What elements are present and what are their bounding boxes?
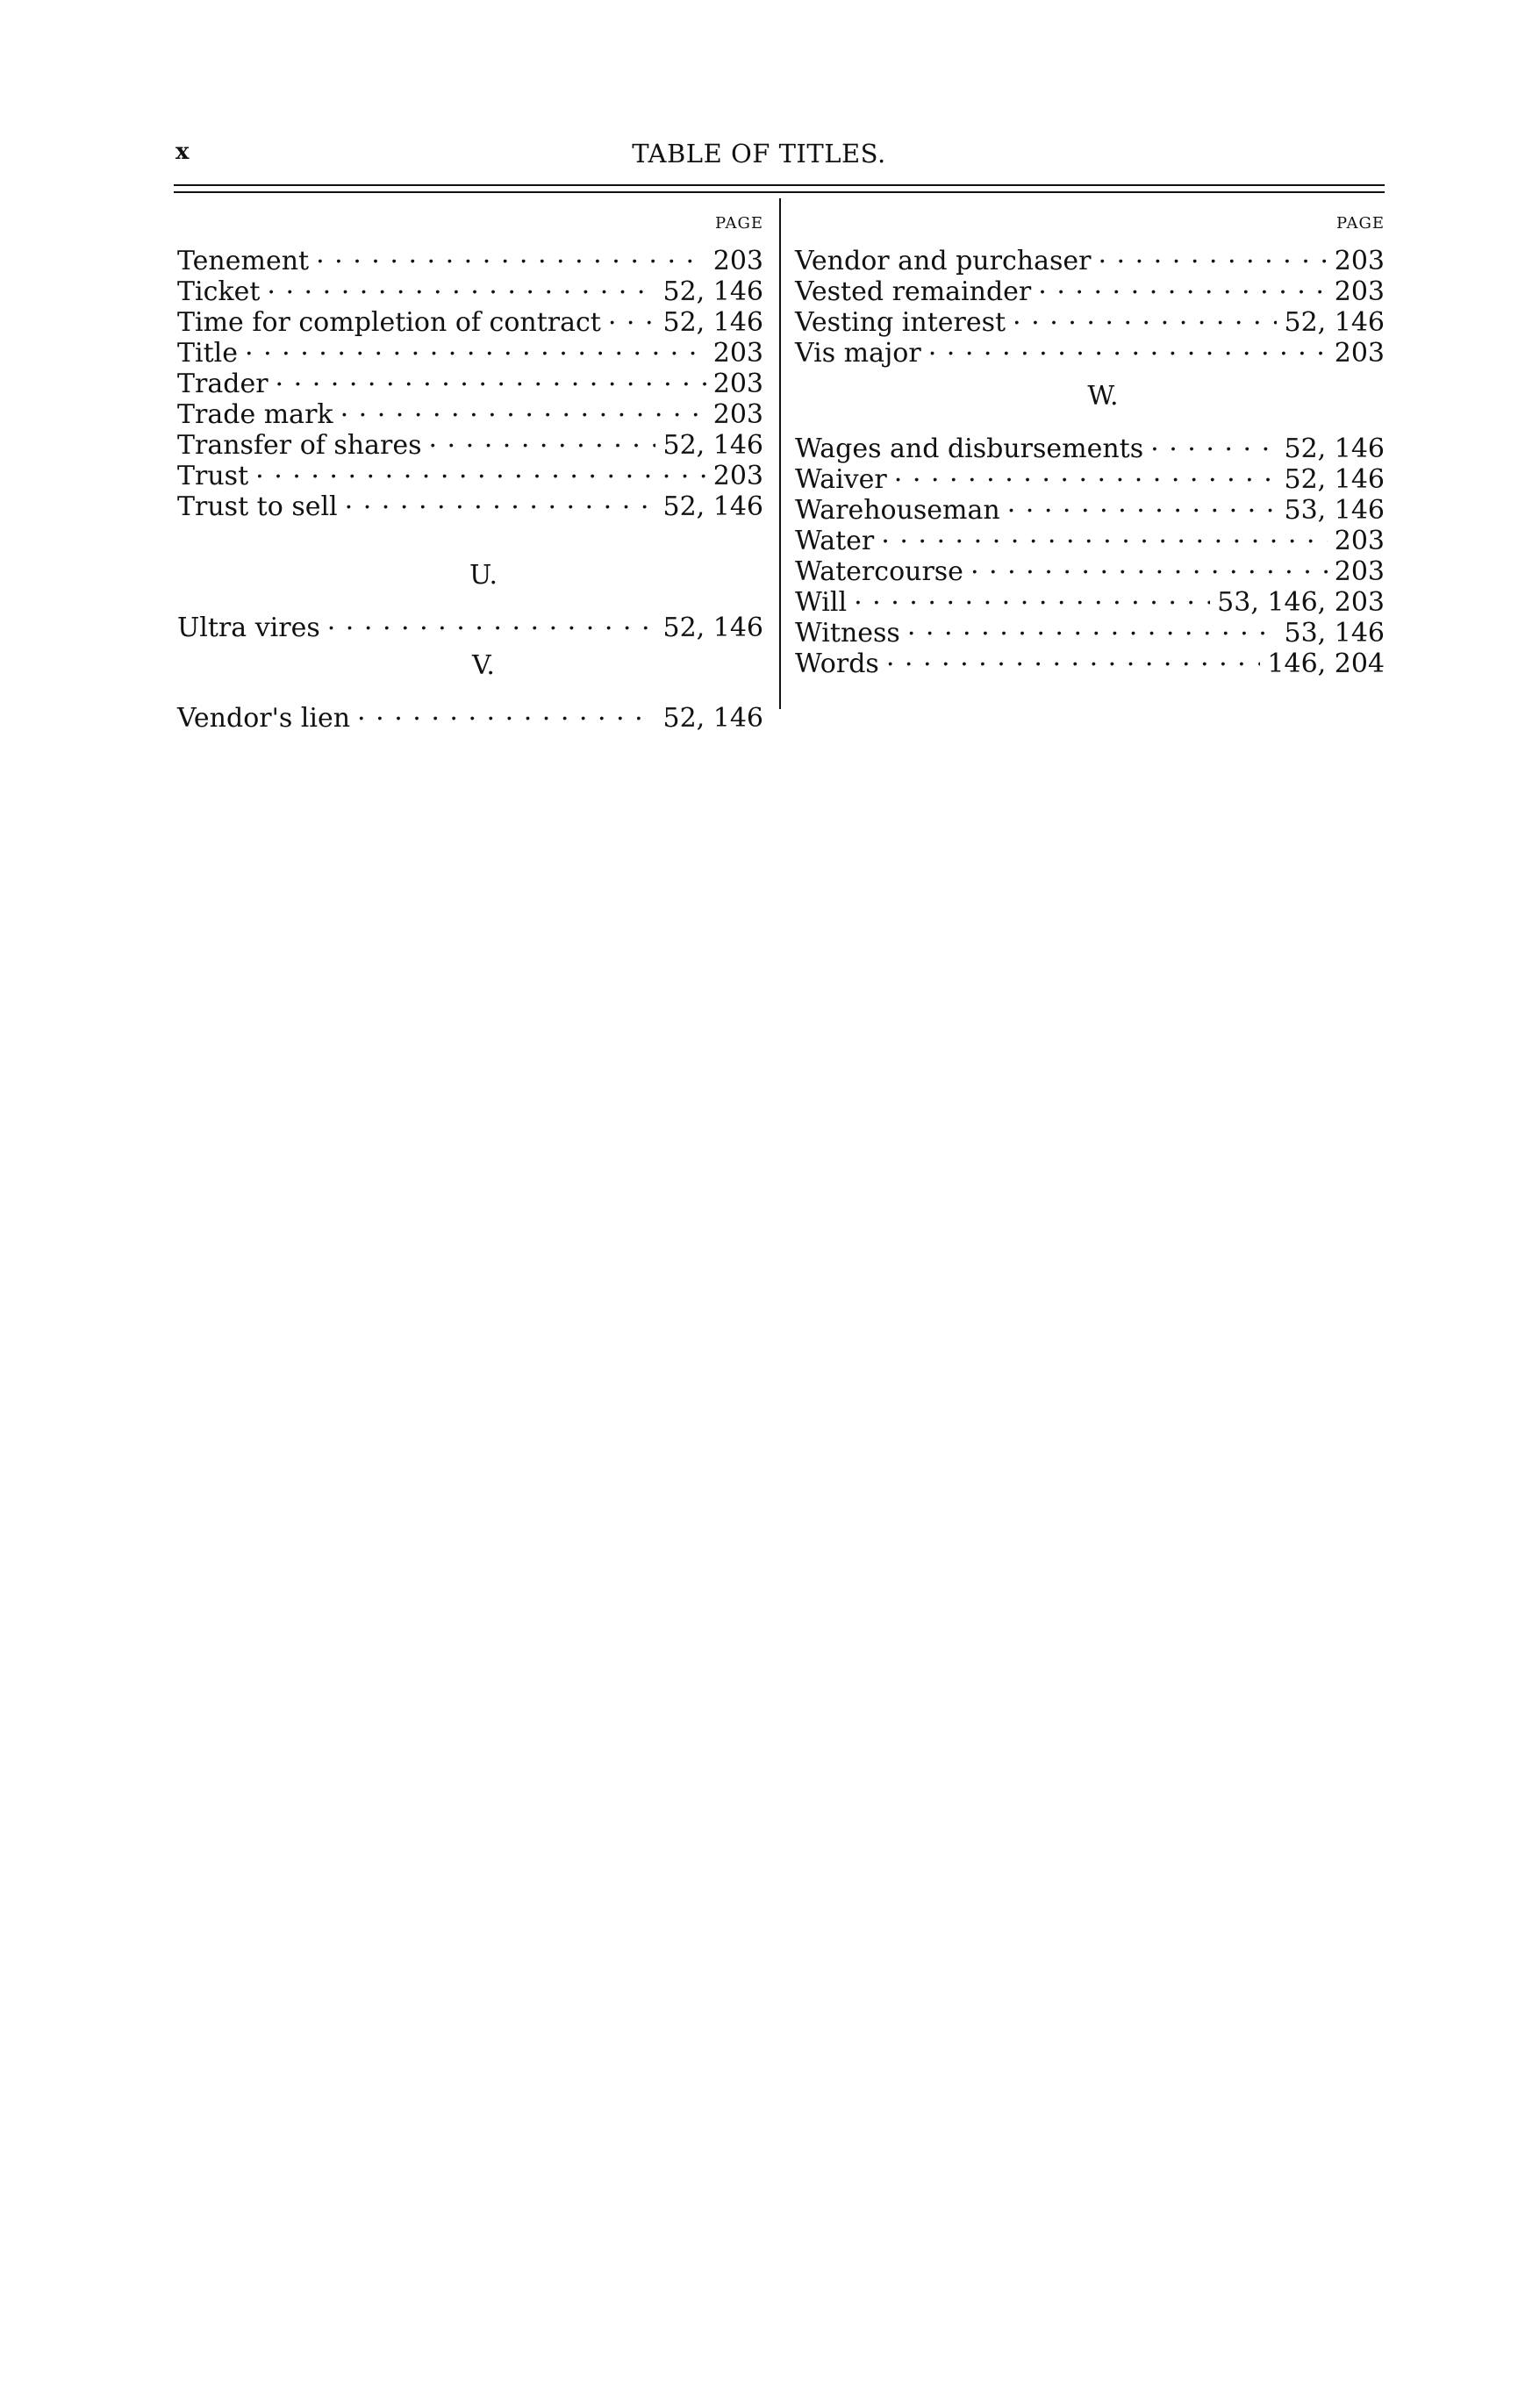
index-entry [795, 580, 1385, 618]
dot-leader [255, 454, 706, 484]
entry-term: Tenement [177, 246, 310, 276]
entry-pages: 203 [1334, 526, 1385, 556]
entry-term: Warehouseman [795, 495, 1000, 526]
entry-term: Will [795, 587, 848, 618]
dot-leader [267, 269, 655, 300]
entry-pages: 52, 146 [1284, 307, 1385, 338]
dot-leader [928, 331, 1328, 362]
entry-pages: 203 [712, 246, 763, 276]
entry-term: Water [795, 526, 875, 556]
column-divider [779, 198, 781, 709]
entry-pages: 203 [1334, 246, 1385, 276]
dot-leader [357, 696, 655, 727]
index-entry [795, 426, 1385, 464]
index-entry [177, 696, 763, 734]
entry-list-u [177, 606, 763, 643]
dot-leader [886, 641, 1261, 672]
section-letter-w: W. [1087, 381, 1119, 412]
dot-leader [894, 457, 1278, 488]
entry-pages: 52, 146 [662, 430, 763, 461]
section-letter-v: V. [472, 650, 495, 681]
dot-leader [907, 611, 1278, 641]
entry-list-v-left [177, 696, 763, 734]
index-entry [795, 519, 1385, 556]
entry-list-t [177, 239, 763, 522]
entry-term: Wages and disbursements [795, 434, 1144, 464]
dot-leader [608, 300, 656, 331]
index-entry [177, 331, 763, 369]
entry-pages: 203 [1334, 276, 1385, 307]
entry-term: Vested remainder [795, 276, 1032, 307]
entry-term: Ultra vires [177, 613, 320, 643]
entry-pages: 203 [1334, 556, 1385, 587]
entry-pages: 52, 146 [662, 491, 763, 522]
header-rule-thin [174, 191, 1385, 193]
dot-leader [276, 362, 706, 392]
dot-leader [1007, 488, 1278, 519]
dot-leader [854, 580, 1210, 611]
dot-leader [428, 423, 655, 454]
entry-term: Trust to sell [177, 491, 338, 522]
dot-leader [970, 549, 1328, 580]
entry-pages: 53, 146, 203 [1217, 587, 1385, 618]
entry-pages: 53, 146 [1284, 495, 1385, 526]
entry-pages: 203 [712, 369, 763, 399]
entry-pages: 146, 204 [1267, 649, 1385, 679]
entry-pages: 203 [712, 338, 763, 369]
entry-list-w [795, 426, 1385, 679]
entry-term: Vis major [795, 338, 921, 369]
section-letter-u: U. [469, 560, 498, 591]
entry-pages: 203 [1334, 338, 1385, 369]
left-column [177, 209, 763, 734]
right-column [795, 209, 1385, 679]
index-entry [177, 362, 763, 399]
entry-pages: 52, 146 [662, 307, 763, 338]
entry-pages: 53, 146 [1284, 618, 1385, 649]
dot-leader [245, 331, 706, 362]
entry-pages: 52, 146 [662, 703, 763, 734]
dot-leader [1098, 239, 1327, 269]
dot-leader [327, 606, 656, 636]
entry-term: Title [177, 338, 239, 369]
entry-pages: 52, 146 [1284, 434, 1385, 464]
header-rule-thick [174, 184, 1385, 186]
entry-pages: 52, 146 [662, 613, 763, 643]
entry-pages: 203 [712, 399, 763, 430]
entry-pages: 203 [712, 461, 763, 491]
entry-term: Trust [177, 461, 249, 491]
dot-leader [316, 239, 706, 269]
entry-list-v-right [795, 239, 1385, 369]
entry-term: Watercourse [795, 556, 963, 587]
dot-leader [345, 484, 656, 515]
page-column-label: PAGE [1336, 214, 1385, 233]
entry-term: Time for completion of contract [177, 307, 601, 338]
dot-leader [1150, 426, 1277, 457]
index-entry [177, 239, 763, 276]
index-entry [795, 239, 1385, 276]
page-column-label: PAGE [715, 214, 763, 233]
index-entry [177, 454, 763, 491]
entry-term: Words [795, 649, 879, 679]
dot-leader [881, 519, 1327, 549]
page-title: TABLE OF TITLES. [632, 139, 886, 168]
entry-pages: 52, 146 [662, 276, 763, 307]
index-entry [177, 606, 763, 643]
entry-term: Trader [177, 369, 269, 399]
entry-term: Ticket [177, 276, 261, 307]
entry-term: Trade mark [177, 399, 333, 430]
entry-pages: 52, 146 [1284, 464, 1385, 495]
dot-leader [340, 392, 706, 423]
entry-term: Witness [795, 618, 900, 649]
entry-term: Vesting interest [795, 307, 1006, 338]
dot-leader [1013, 300, 1277, 331]
index-entry [177, 484, 763, 522]
entry-term: Vendor and purchaser [795, 246, 1092, 276]
page-number: x [175, 139, 190, 165]
entry-term: Vendor's lien [177, 703, 351, 734]
index-entry [795, 549, 1385, 587]
entry-term: Waiver [795, 464, 887, 495]
dot-leader [1038, 269, 1327, 300]
entry-term: Transfer of shares [177, 430, 422, 461]
